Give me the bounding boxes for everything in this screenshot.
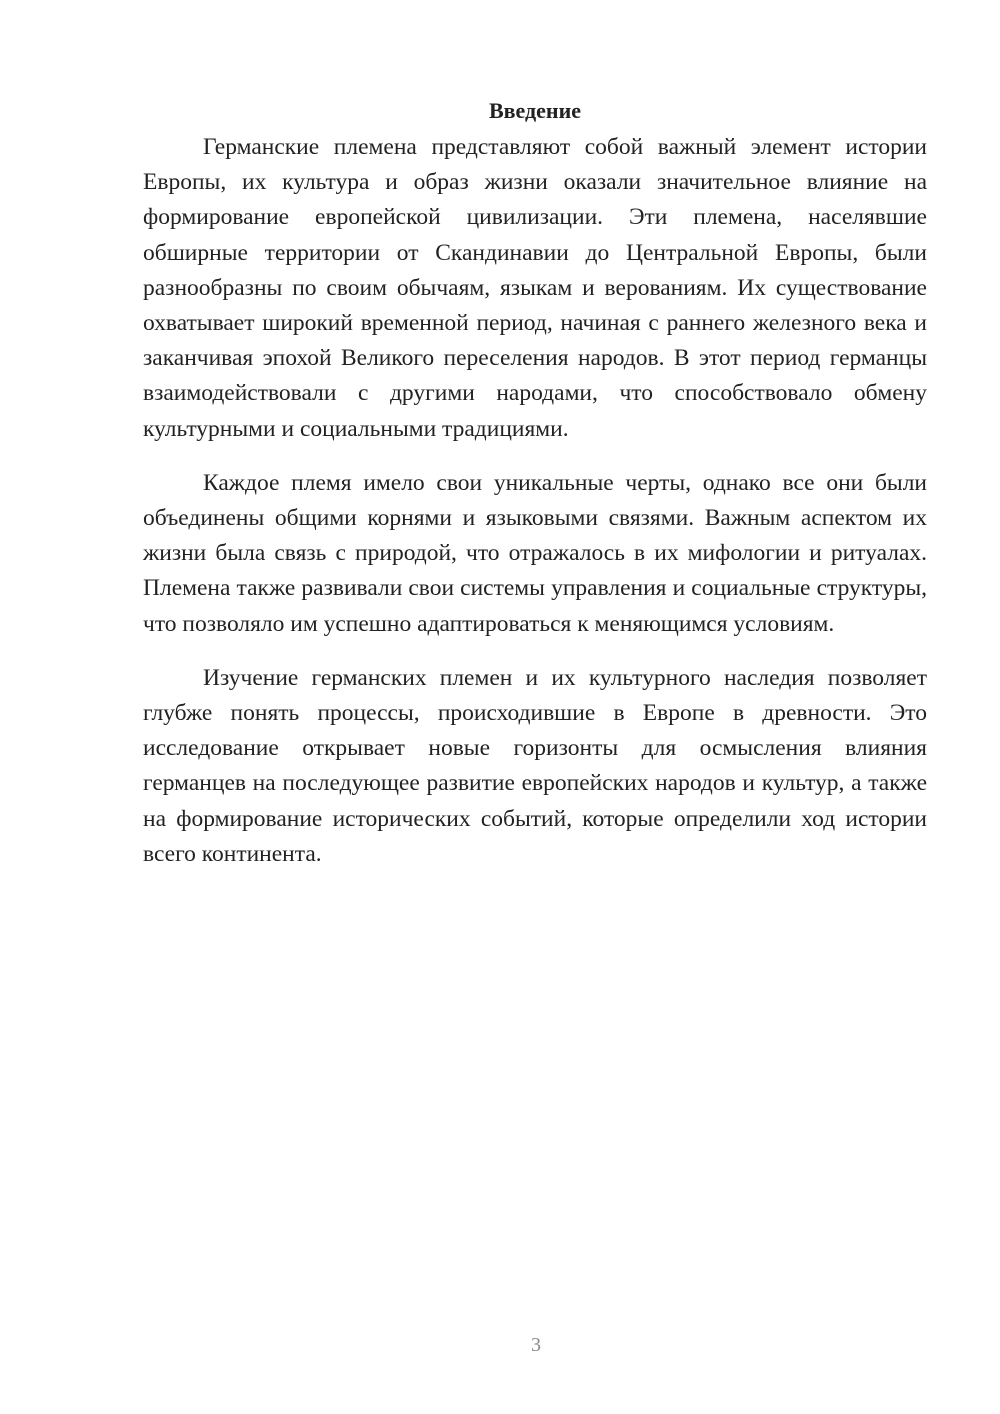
page-number: 3: [531, 1334, 541, 1356]
paragraph-3: Изучение германских племен и их культурного наследия позволяет глубже понять процессы, происходившие в Европе в древности. Это исследование открывает новые горизонты для осмысления влияния германцев на последующее развитие европейских народов и культур, а также на формирование исторических событий, которые определили ход истории всего континента.: [143, 664, 927, 867]
paragraph-1: Германские племена представляют собой важный элемент истории Европы, их культура и образ жизни оказали значительное влияние на формирование европейской цивилизации. Эти племена, населявшие обширные территории от Скандинавии до Центральной Европы, были разнообразны по своим обычаям, языкам и верованиям. Их существование охватывает широкий временной период, начиная с раннего железного века и заканчивая эпохой Великого переселения народов. В этот период германцы взаимодействовали с другими народами, что способствовало обмену культурными и социальными традициями.: [143, 134, 927, 442]
section-heading: Введение: [488, 98, 582, 123]
document-body: [143, 92, 927, 872]
paragraph-2: Каждое племя имело свои уникальные черты, однако все они были объединены общими корнями и языковыми связями. Важным аспектом их жизни была связь с природой, что отражалось в их мифологии и ритуалах. Племена также развивали свои системы управления и социальные структуры, что позволяло им успешно адаптироваться к меняющимся условиям.: [143, 469, 927, 637]
